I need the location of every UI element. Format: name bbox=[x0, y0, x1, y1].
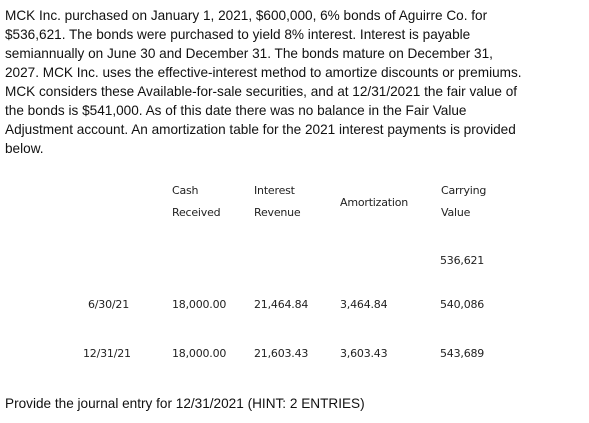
row-date: 6/30/21 bbox=[88, 298, 130, 311]
row-date: 12/31/21 bbox=[83, 347, 131, 360]
header-carrying-value: Carrying Value bbox=[441, 184, 487, 219]
problem-line: 2027. MCK Inc. uses the effective-interest method to amortize discounts or premiums. bbox=[5, 65, 522, 80]
problem-line: Adjustment account. An amortization table for the 2021 interest payments is provided bbox=[5, 122, 516, 137]
question-prompt: Provide the journal entry for 12/31/2021 (HINT: 2 ENTRIES) bbox=[5, 396, 365, 411]
initial-carrying-value: 536,621 bbox=[440, 254, 485, 267]
row-carrying: 543,689 bbox=[440, 347, 485, 360]
row-interest: 21,464.84 bbox=[254, 298, 309, 311]
header-interest-revenue: Interest Revenue bbox=[254, 184, 301, 219]
problem-line: MCK considers these Available-for-sale securities, and at 12/31/2021 the fair value of bbox=[5, 84, 518, 99]
problem-line: $536,621. The bonds were purchased to yield 8% interest. Interest is payable bbox=[5, 27, 471, 42]
row-interest: 21,603.43 bbox=[254, 347, 309, 360]
header-cash: Cash Received bbox=[172, 184, 221, 219]
header-amortization: Amortization bbox=[340, 196, 409, 209]
row-amortization: 3,464.84 bbox=[340, 298, 388, 311]
problem-line: semiannually on June 30 and December 31. The bonds mature on December 31, bbox=[5, 46, 493, 61]
row-amortization: 3,603.43 bbox=[340, 347, 388, 360]
problem-line: the bonds is $541,000. As of this date there was no balance in the Fair Value bbox=[5, 103, 467, 118]
row-cash: 18,000.00 bbox=[172, 298, 227, 311]
problem-line: below. bbox=[5, 141, 44, 156]
problem-line: MCK Inc. purchased on January 1, 2021, $600,000, 6% bonds of Aguirre Co. for bbox=[5, 8, 488, 23]
row-carrying: 540,086 bbox=[440, 298, 485, 311]
row-cash: 18,000.00 bbox=[172, 347, 227, 360]
problem-statement bbox=[5, 6, 585, 158]
